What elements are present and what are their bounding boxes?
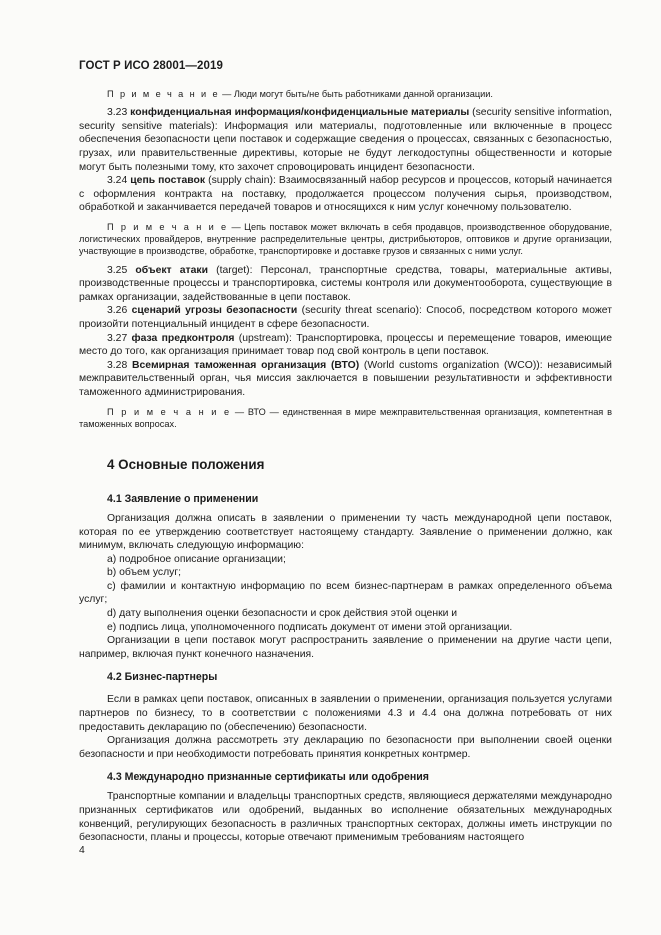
list-item: е) подпись лица, уполномоченного подписать документ от имени этой организации. xyxy=(107,621,513,633)
page-number: 4 xyxy=(79,845,85,856)
section-4-title: 4 Основные положения xyxy=(107,456,265,472)
term-name: Всемирная таможенная организация (ВТО) xyxy=(132,359,360,371)
paragraph: Если в рамках цепи поставок, описанных в заявлении о применении, организация пользуется услугами партнеров по бизнесу, то в соответствии с положениями 4.3 и 4.4 она должна потребовать от них предоставить декларацию по (обеспечению) безопасности. xyxy=(79,694,612,733)
term-3-27: 3.27 фаза предконтроля (upstream): Транспортировка, процессы и перемещение товаров, имеющие место до того, как организация принимает товар под свой контроль в цепи поставок. xyxy=(79,332,613,358)
note-3: П р и м е ч а н и е — ВТО — единственная в мире межправительственная организация, компетентная в таможенных вопросах. xyxy=(79,406,612,429)
term-3-25: 3.25 объект атаки (target): Персонал, транспортные средства, товары, материальные активы, производственные процессы и транспортировка, системы контроля или документооборота, существующие в рамках организации, задействованные в цепи поставок. xyxy=(79,264,612,303)
list-item: а) подробное описание организации; xyxy=(107,553,286,565)
term-3-28: 3.28 Всемирная таможенная организация (ВТО) (World customs organization (WCO)): независимый межправительственный орган, чья миссия заключается в повышении результативности и эффективности таможенного администрирования. xyxy=(79,359,612,398)
term-3-26: 3.26 сценарий угрозы безопасности (security threat scenario): Способ, посредством которого может произойти потенциальный инцидент в сфере безопасности. xyxy=(79,305,612,330)
list-item: d) дату выполнения оценки безопасности и срок действия этой оценки и xyxy=(107,608,458,620)
list-item: с) фамилии и контактную информацию по всем бизнес-партнерам в рамках определенного объема услуг; xyxy=(79,580,612,606)
section-4-2-title: 4.2 Бизнес-партнеры xyxy=(107,671,218,684)
section-4-3-title: 4.3 Международно признанные сертификаты или одобрения xyxy=(107,771,429,784)
term-3-24: 3.24 цепь поставок (supply chain): Взаимосвязанный набор ресурсов и процессов, который начинается с оформления контракта на поставку, продолжается процессом получения сырья, производством, обработкой и заканчивается передачей товаров и относящихся к ним услуг конечному пользователю. xyxy=(79,175,613,214)
term-name: цепь поставок xyxy=(130,175,206,187)
term-name: фаза предконтроля xyxy=(131,332,235,344)
note-label: П р и м е ч а н и е xyxy=(107,221,229,232)
paragraph: Организации в цепи поставок могут распространить заявление о применении на другие части цепи, например, включая пункт конечного назначения. xyxy=(79,635,612,660)
note-label: П р и м е ч а н и е xyxy=(107,406,232,417)
note-2: П р и м е ч а н и е — Цепь поставок может включать в себя продавцов, производственное оборудование, логистических провайдеров, внутренние распределительные центры, дистрибьюторов, оптовиков и другие организации, участвующие в производстве, обработке, транспортировке и доставке грузов и связанных с ними услуг. xyxy=(79,221,613,257)
term-name: объект атаки xyxy=(135,264,209,276)
paragraph: Транспортные компании и владельцы транспортных средств, являющиеся держателями международно признанных сертификатов или одобрений, выданных во исполнение обязательных международных конвенций, регулирующих безопасность в различных транспортных секторах, должны иметь инструкции по безопасности, планы и процессы, которые отвечают применимым требованиям настоящего xyxy=(79,791,612,844)
note-1: П р и м е ч а н и е — Люди могут быть/не быть работниками данной организации. xyxy=(107,89,493,99)
term-name: конфиденциальная информация/конфиденциальные материалы xyxy=(130,107,470,119)
note-label: П р и м е ч а н и е xyxy=(107,89,220,99)
term-3-23: 3.23 конфиденциальная информация/конфиденциальные материалы (security sensitive information, security sensitive materials): Информация или материалы, подготовленные или включенные в процесс обеспечения безопасности цепи поставок и содержащие сведения о процессах, связанных с безопасностью, грузах, или правительственные директивы, которые не будут легкодоступны общественности и которые могут быть полезными тому, кто захочет спровоцировать инцидент безопасности. xyxy=(79,107,612,173)
page-header: ГОСТ Р ИСО 28001—2019 xyxy=(79,60,224,72)
document-body xyxy=(79,88,612,845)
paragraph: Организация должна рассмотреть эту декларацию по безопасности при выполнении своей оценки безопасности и при необходимости потребовать принятия конкретных контрмер. xyxy=(79,735,612,760)
paragraph: Организация должна описать в заявлении о применении ту часть международной цепи поставок, которая по ее утверждению соответствует настоящему стандарту. Заявление о применении должно, как минимум, включать следующую информацию: xyxy=(79,512,612,552)
section-4-1-title: 4.1 Заявление о применении xyxy=(107,492,259,505)
list-item: b) объем услуг; xyxy=(107,567,182,579)
term-name: сценарий угрозы безопасности xyxy=(131,305,298,317)
